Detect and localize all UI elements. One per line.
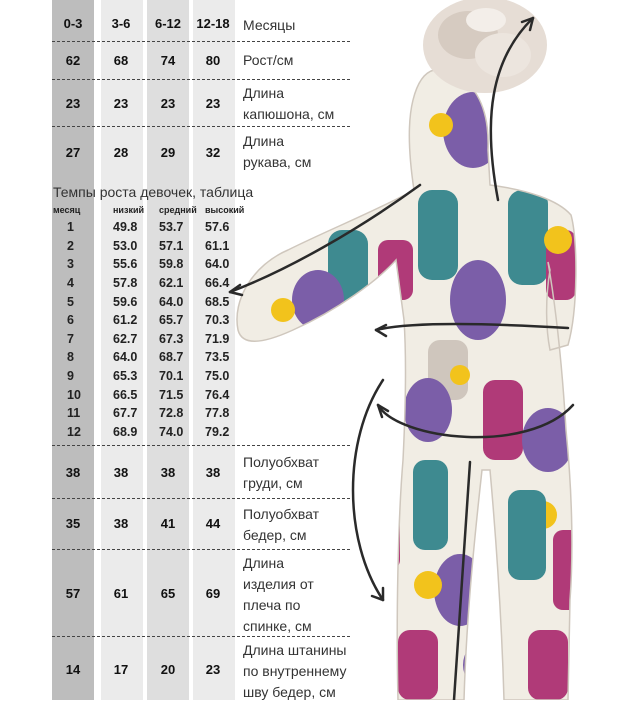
growth-month: 10 <box>67 387 81 402</box>
cell-hips-0: 35 <box>65 516 81 531</box>
growth-month: 1 <box>67 220 74 235</box>
growth-month: 5 <box>67 294 74 309</box>
growth-high: 79.2 <box>205 424 230 439</box>
growth-low: 61.2 <box>113 313 138 328</box>
growth-high: 76.4 <box>205 387 230 402</box>
cell-height-0: 62 <box>65 53 81 68</box>
growth-mid: 62.1 <box>159 276 184 291</box>
cell-hips-3: 44 <box>205 516 221 531</box>
growth-mid: 72.8 <box>159 406 184 421</box>
cell-sleeve-2: 29 <box>160 145 176 160</box>
growth-mid: 59.8 <box>159 257 184 272</box>
header-age-6-12: 6-12 <box>154 16 182 31</box>
growth-low: 49.8 <box>113 220 138 235</box>
growth-month: 8 <box>67 350 74 365</box>
label-leg: Длина штанины по внутреннему шву бедер, см <box>243 642 347 700</box>
growth-month: 6 <box>67 313 74 328</box>
cell-chest-1: 38 <box>113 465 129 480</box>
growth-mid: 65.7 <box>159 313 184 328</box>
growth-mid: 67.3 <box>159 331 184 346</box>
cell-hips-1: 38 <box>113 516 129 531</box>
header-age-3-6: 3-6 <box>111 16 131 31</box>
growth-row <box>53 423 251 442</box>
growth-high: 77.8 <box>205 406 230 421</box>
header-age-0-3: 0-3 <box>63 16 83 31</box>
arrow-length <box>353 380 383 600</box>
growth-high: 64.0 <box>205 257 230 272</box>
cell-length-0: 57 <box>65 586 81 601</box>
cell-hood-2: 23 <box>160 96 176 111</box>
growth-high: 70.3 <box>205 313 230 328</box>
growth-month: 3 <box>67 257 74 272</box>
growth-header-low: низкий <box>113 205 145 215</box>
growth-table-title: Темпы роста девочек, таблица <box>53 184 254 200</box>
cell-height-3: 80 <box>205 53 221 68</box>
growth-row <box>53 348 251 367</box>
growth-mid: 70.1 <box>159 369 184 384</box>
growth-row <box>53 274 251 293</box>
growth-month: 7 <box>67 331 74 346</box>
growth-mid: 57.1 <box>159 238 184 253</box>
cell-leg-3: 23 <box>205 662 221 677</box>
growth-mid: 64.0 <box>159 294 184 309</box>
growth-high: 71.9 <box>205 331 230 346</box>
growth-low: 55.6 <box>113 257 138 272</box>
fur-pompom <box>423 0 547 93</box>
growth-month: 9 <box>67 369 74 384</box>
growth-mid: 71.5 <box>159 387 184 402</box>
cell-height-2: 74 <box>160 53 176 68</box>
growth-low: 66.5 <box>113 387 138 402</box>
growth-row <box>53 330 251 349</box>
cell-sleeve-1: 28 <box>113 145 129 160</box>
growth-high: 75.0 <box>205 369 230 384</box>
growth-high: 68.5 <box>205 294 230 309</box>
growth-table-header <box>53 204 251 218</box>
cell-chest-2: 38 <box>160 465 176 480</box>
growth-month: 12 <box>67 424 81 439</box>
growth-row <box>53 385 251 404</box>
growth-low: 57.8 <box>113 276 138 291</box>
label-height: Рост/см <box>243 52 294 68</box>
label-sleeve: Длина рукава, см <box>243 133 312 170</box>
growth-low: 68.9 <box>113 424 138 439</box>
cell-hood-1: 23 <box>113 96 129 111</box>
label-chest: Полуобхват груди, см <box>243 454 320 491</box>
growth-row <box>53 237 251 256</box>
cell-length-3: 69 <box>205 586 221 601</box>
growth-low: 65.3 <box>113 369 138 384</box>
cell-hips-2: 41 <box>160 516 176 531</box>
growth-low: 53.0 <box>113 238 138 253</box>
jumpsuit-illustration <box>228 0 624 700</box>
cell-leg-1: 17 <box>113 662 129 677</box>
label-length: Длина изделия от плеча по спинке, см <box>243 555 314 634</box>
cell-height-1: 68 <box>113 53 129 68</box>
cell-hood-0: 23 <box>65 96 81 111</box>
growth-mid: 53.7 <box>159 220 184 235</box>
label-hips: Полуобхват бедер, см <box>243 506 320 543</box>
cell-hood-3: 23 <box>205 96 221 111</box>
growth-high: 57.6 <box>205 220 230 235</box>
fabric-pattern <box>228 0 624 700</box>
growth-month: 2 <box>67 238 74 253</box>
cell-length-1: 61 <box>113 586 129 601</box>
growth-header-month: месяц <box>53 205 81 215</box>
growth-header-high: высокий <box>205 205 245 215</box>
cell-leg-0: 14 <box>65 662 81 677</box>
growth-high: 73.5 <box>205 350 230 365</box>
header-label: Месяцы <box>243 17 296 33</box>
growth-high: 66.4 <box>205 276 230 291</box>
growth-row <box>53 404 251 423</box>
header-age-12-18: 12-18 <box>196 16 230 31</box>
growth-row <box>53 255 251 274</box>
growth-row <box>53 311 251 330</box>
growth-low: 67.7 <box>113 406 138 421</box>
cell-leg-2: 20 <box>160 662 176 677</box>
cell-sleeve-3: 32 <box>205 145 221 160</box>
growth-row <box>53 367 251 386</box>
growth-row <box>53 218 251 237</box>
growth-table <box>53 204 251 441</box>
growth-low: 62.7 <box>113 331 138 346</box>
label-hood: Длина капюшона, см <box>243 85 335 122</box>
cell-chest-3: 38 <box>205 465 221 480</box>
growth-low: 64.0 <box>113 350 138 365</box>
cell-sleeve-0: 27 <box>65 145 81 160</box>
growth-low: 59.6 <box>113 294 138 309</box>
cell-chest-0: 38 <box>65 465 81 480</box>
growth-month: 4 <box>67 276 74 291</box>
growth-high: 61.1 <box>205 238 230 253</box>
cell-length-2: 65 <box>160 586 176 601</box>
growth-mid: 74.0 <box>159 424 184 439</box>
growth-mid: 68.7 <box>159 350 184 365</box>
growth-header-mid: средний <box>159 205 197 215</box>
growth-row <box>53 292 251 311</box>
growth-month: 11 <box>67 406 81 421</box>
